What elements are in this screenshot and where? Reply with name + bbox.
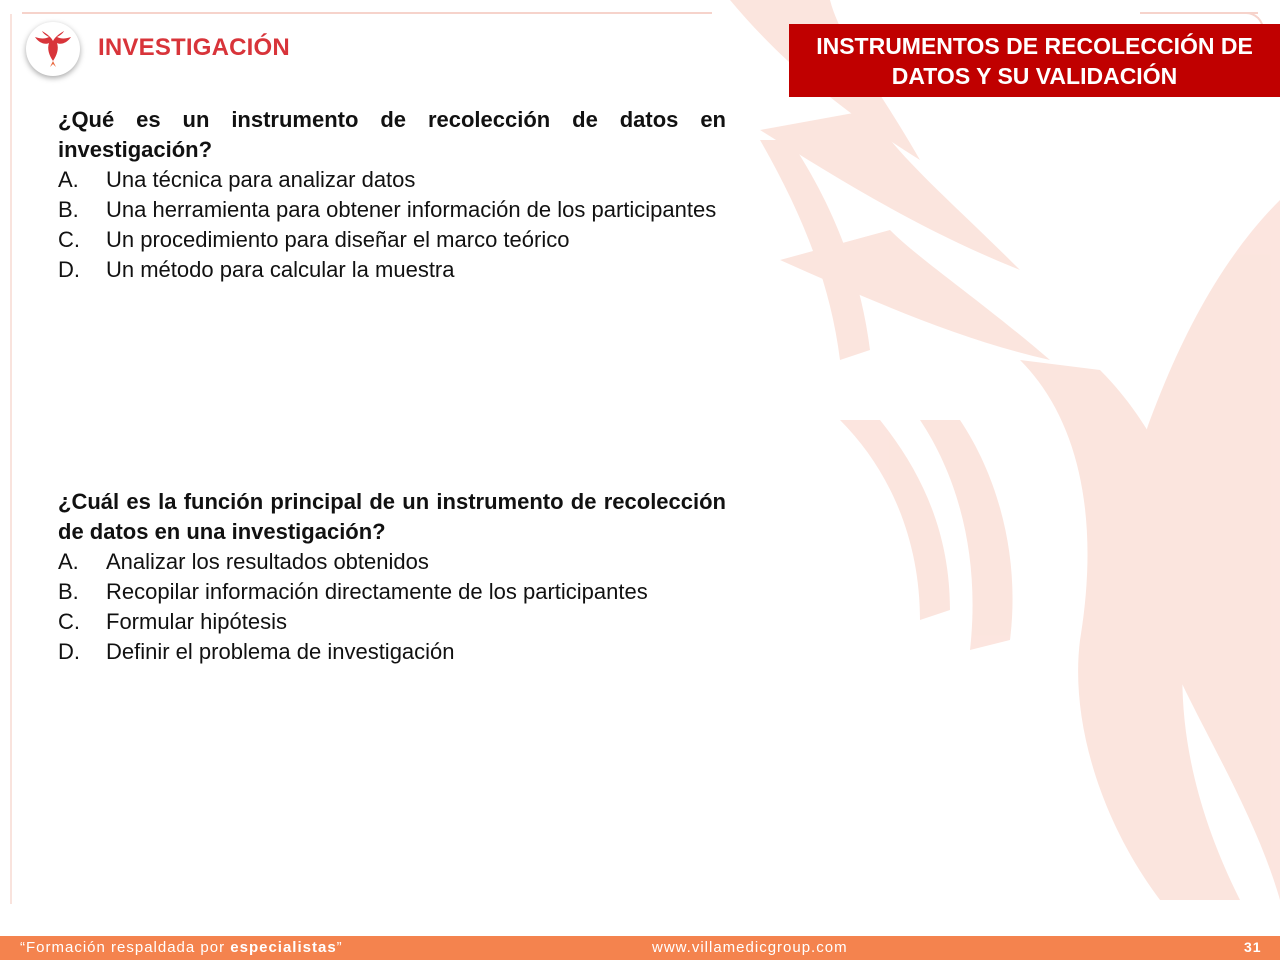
option-text: Definir el problema de investigación [106,639,455,664]
section-title: INVESTIGACIÓN [98,34,290,61]
option-c [58,225,726,255]
footer-url[interactable]: www.villamedicgroup.com [652,939,848,956]
option-d [58,637,726,667]
question-1 [58,105,726,285]
option-d [58,255,726,285]
options-list [58,547,726,667]
option-text: Un procedimiento para diseñar el marco teórico [106,227,570,252]
option-c [58,607,726,637]
option-b [58,195,726,225]
header-frame-line [22,12,712,14]
tagline-prefix: “Formación respaldada por [20,939,231,956]
option-text: Una técnica para analizar datos [106,167,416,192]
page-number: 31 [1244,939,1262,955]
option-text: Un método para calcular la muestra [106,257,455,282]
footer-tagline [20,939,343,956]
tagline-bold: especialistas [230,939,337,956]
option-letter: C. [58,609,80,634]
question-text: ¿Qué es un instrumento de recolección de datos en investigación? [58,107,726,162]
tagline-suffix: ” [336,939,343,956]
option-text: Recopilar información directamente de los participantes [106,579,648,604]
option-letter: B. [58,197,79,222]
option-letter: D. [58,257,80,282]
logo [26,22,80,76]
left-frame-line [10,14,12,904]
footer-bar [0,936,1280,960]
option-a [58,165,726,195]
option-a [58,547,726,577]
option-letter: C. [58,227,80,252]
slide-title-banner [789,24,1280,97]
option-b [58,577,726,607]
slide-title: INSTRUMENTOS DE RECOLECCIÓN DE DATOS Y SU VALIDACIÓN [816,32,1253,89]
option-letter: D. [58,639,80,664]
option-text: Una herramienta para obtener información de los participantes [106,197,717,222]
question-2 [58,487,726,667]
option-letter: B. [58,579,79,604]
question-text: ¿Cuál es la función principal de un instrumento de recolección de datos en una investigación? [58,489,726,544]
option-letter: A. [58,167,79,192]
option-letter: A. [58,549,79,574]
phoenix-logo-icon [33,31,73,67]
option-text: Analizar los resultados obtenidos [106,549,429,574]
phoenix-watermark-icon [720,0,1280,935]
options-list [58,165,726,285]
option-text: Formular hipótesis [106,609,287,634]
